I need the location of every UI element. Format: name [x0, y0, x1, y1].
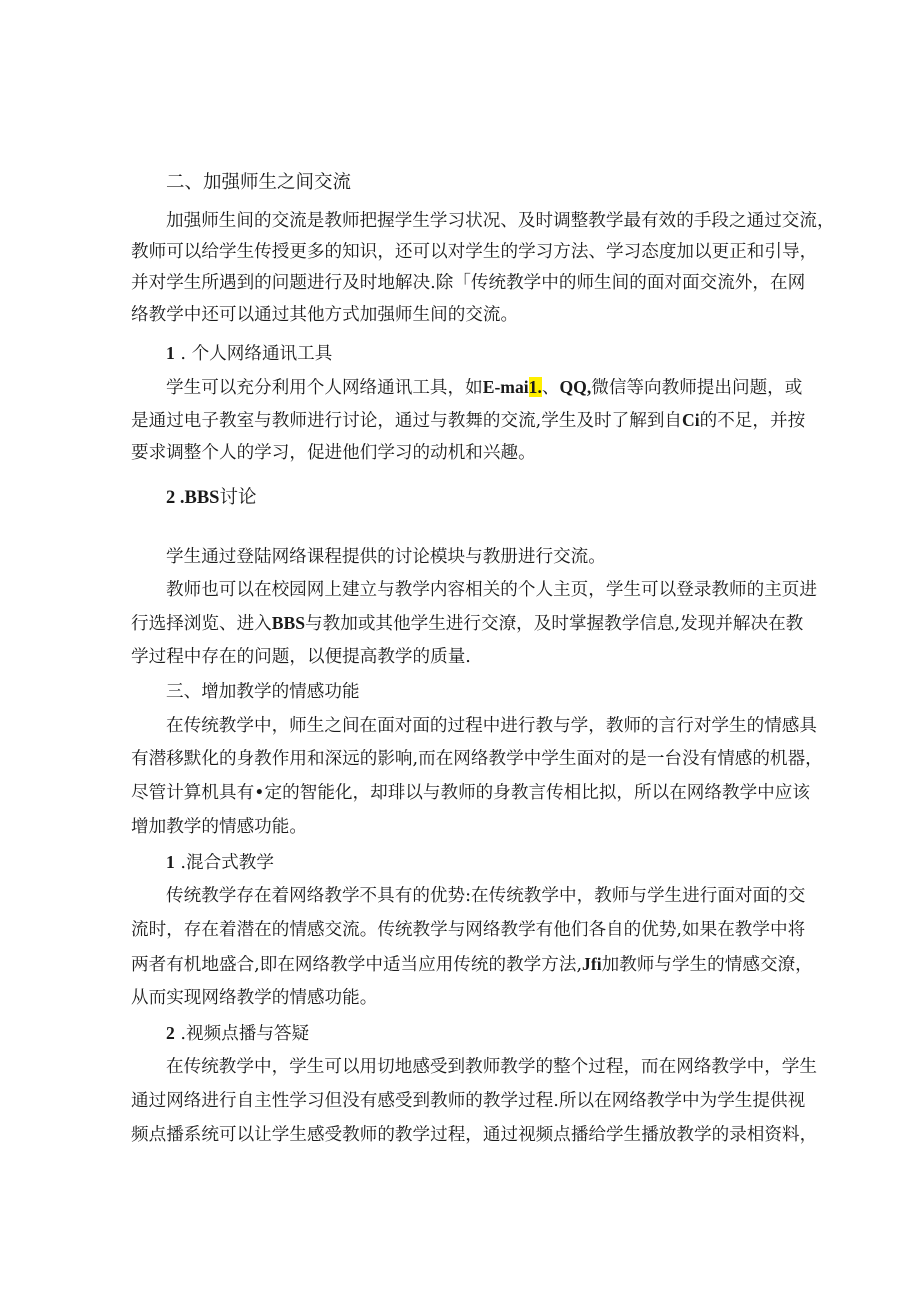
paragraph-line: 络教学中还可以通过其他方式加强师生间的交流。	[131, 305, 519, 325]
subheading-bbs	[166, 486, 256, 510]
item-number: 2	[166, 488, 176, 508]
bbs-term: .BBS	[175, 488, 220, 508]
item-number: 1	[166, 343, 175, 363]
subheading-blended-teaching	[166, 850, 274, 875]
text-run: 学生可以充分利用个人网络通讯工具，如	[166, 378, 483, 398]
item-title: .混合式教学	[174, 853, 274, 873]
text-run: 的不足，并按	[699, 411, 806, 431]
item-title: . 个人网络通讯工具	[174, 344, 333, 364]
paragraph-line: 学生通过登陆网络课程提供的讨论模块与教册进行交流。	[166, 547, 606, 567]
paragraph-line	[131, 408, 805, 433]
paragraph-line: 并对学生所遇到的问题进行及时地解决.除「传统教学中的师生间的面对面交流外，在网	[131, 273, 806, 293]
qq-term: QQ,	[559, 377, 592, 397]
paragraph-line	[166, 375, 802, 400]
paragraph-line: 要求调整个人的学习，促进他们学习的动机和兴趣。	[131, 443, 536, 463]
section-heading-2: 二、加强师生之间交流	[166, 172, 352, 193]
paragraph-line: 教师也可以在校园网上建立与教学内容相关的个人主页，学生可以登录教师的主页进	[166, 580, 817, 600]
item-title: 讨论	[219, 487, 257, 508]
section-heading-3: 三、增加教学的情感功能	[166, 682, 360, 702]
text-run: 是通过电子教室与教师进行讨论，通过与教舞的交流,学生及时了解到自	[131, 411, 683, 431]
paragraph-line: 频点播系统可以让学生感受教师的教学过程，通过视频点播给学生播放教学的录相资料，	[131, 1125, 818, 1145]
paragraph-line: 通过网络进行自主性学习但没有感受到教师的教学过程.所以在网络教学中为学生提供视	[131, 1091, 806, 1111]
paragraph-line: 教师可以给学生传授更多的知识，还可以对学生的学习方法、学习态度加以更正和引导，	[131, 242, 818, 262]
paragraph-line: 在传统教学中，学生可以用切地感受到教师教学的整个过程，而在网络教学中，学生	[166, 1057, 817, 1077]
item-number: 2	[166, 1023, 175, 1043]
text-run: 微信等向教师提出问题，或	[591, 378, 803, 398]
paragraph-line: 流时，存在着潜在的情感交流。传统教学与网络教学有他们各自的优势,如果在教学中将	[131, 920, 806, 940]
paragraph-line: 有潜移默化的身教作用和深远的影响,而在网络教学中学生面对的是一台没有情感的机器，	[131, 749, 823, 769]
item-number: 1	[166, 852, 175, 872]
paragraph-line: 传统教学存在着网络教学不具有的优势:在传统教学中，教师与学生进行面对面的交	[166, 886, 806, 906]
paragraph-line: 加强师生间的交流是教师把握学生学习状况、及时调整教学最有效的手段之通过交流，	[166, 211, 835, 231]
bbs-term: BBS	[271, 613, 306, 633]
paragraph-line	[131, 952, 813, 977]
item-title: .视频点播与答疑	[174, 1024, 310, 1044]
text-run: 两者有机地盛合,即在网络教学中适当应用传统的教学方法,	[131, 955, 583, 975]
paragraph-line	[131, 611, 803, 636]
text-run: 、	[541, 378, 560, 398]
text-run: 与教加或其他学生进行交潦，及时掌握教学信息,发现并解决在教	[305, 614, 804, 634]
paragraph-line: 从而实现网络教学的情感功能。	[131, 988, 378, 1008]
paragraph-line: 增加教学的情感功能。	[131, 817, 307, 837]
ci-term: Ci	[682, 410, 700, 430]
highlighted-text: 1.	[528, 377, 542, 397]
subheading-personal-tools	[166, 341, 332, 366]
paragraph-line: 在传统教学中，师生之间在面对面的过程中进行教与学，教师的言行对学生的情感具	[166, 716, 817, 736]
paragraph-line: 学过程中存在的问题，以便提高教学的质量.	[131, 647, 471, 667]
paragraph-line: 尽管计算机具有•定的智能化，却琲以与教师的身教言传相比拟，所以在网络教学中应该	[131, 783, 810, 803]
text-run: 行选择浏览、进入	[131, 614, 272, 634]
jfi-term: Jfi	[582, 954, 602, 974]
email-term: E-mai	[482, 377, 529, 397]
subheading-video-on-demand	[166, 1021, 309, 1046]
text-run: 加教师与学生的情感交潦，	[601, 955, 813, 975]
